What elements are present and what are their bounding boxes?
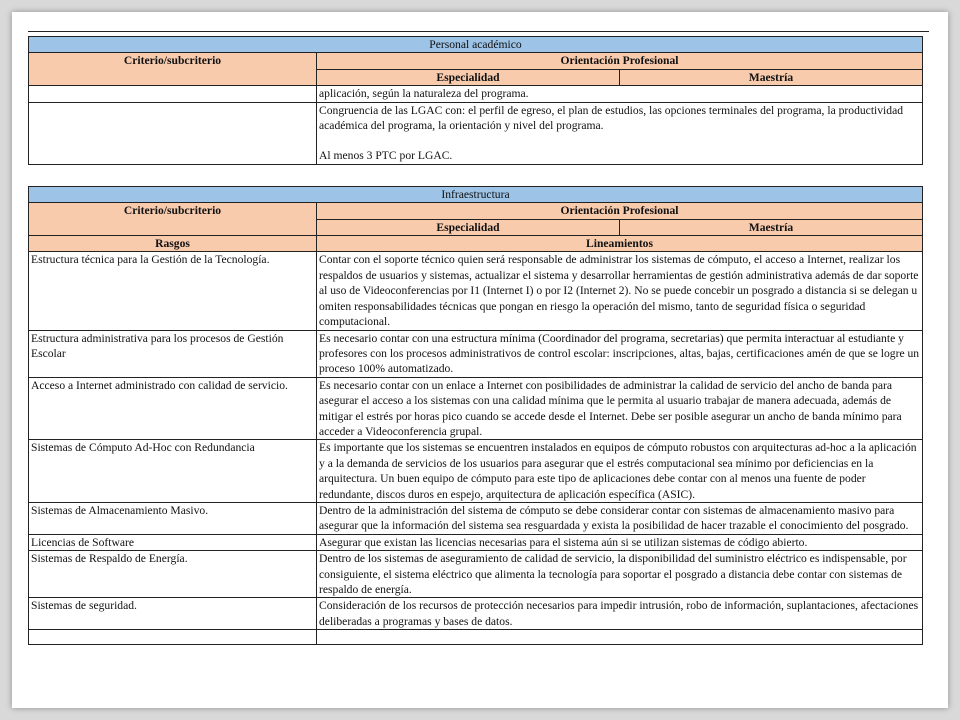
infra-criterio-header: Criterio/subcriterio	[29, 203, 317, 236]
infra-rasgos-header: Rasgos	[29, 236, 317, 252]
academic-maestria-header: Maestría	[620, 69, 923, 85]
rasgo-cell: Estructura técnica para la Gestión de la Tecnología.	[29, 252, 317, 330]
infrastructure-table	[28, 186, 923, 645]
lineamiento-cell: Es necesario contar con una estructura mínima (Coordinador del programa, secretarias) que permita interactuar al estudiante y profesores con los procesos administrativos de control escolar: inscripciones, altas, bajas, certificaciones amén de que se logre un proceso 100% automatizado.	[317, 330, 923, 377]
academic-criterio-cell-2	[29, 102, 317, 164]
lineamiento-cell: Es importante que los sistemas se encuentren instalados en equipos de cómputo robustos con arquitecturas ad-hoc a la aplicación y a la demanda de servicios de los usuarios para asegurar que el estrés computacional sea mínimo por deficiencias en la arquitectura. Un buen equipo de cómputo para este tipo de aplicaciones debe contar con al menos una fuente de poder redundante, discos duros en espejo, arquitectura de aplicación específica (ASIC).	[317, 440, 923, 503]
infra-orientacion-header: Orientación Profesional	[317, 203, 923, 219]
infra-especialidad-header: Especialidad	[317, 219, 620, 235]
rasgo-cell: Sistemas de Respaldo de Energía.	[29, 551, 317, 598]
table-row	[29, 377, 923, 440]
lineamiento-cell: Consideración de los recursos de protección necesarios para impedir intrusión, robo de información, suplantaciones, afectaciones deliberadas a programas y bases de datos.	[317, 598, 923, 630]
lineamiento-cell: Asegurar que existan las licencias necesarias para el sistema aún si se utilizan sistemas de código abierto.	[317, 534, 923, 550]
lineamiento-cell: Contar con el soporte técnico quien será responsable de administrar los sistemas de cómputo, el acceso a Internet, realizar los respaldos de usuarios y sistemas, actualizar el sistema y desarrollar herramientas de gestión administrativa además de dar soporte al uso de Videoconferencias por I1 (Internet I) o por I2 (Internet 2). No se puede concebir un posgrado a distancia si se delegan u omiten responsabilidades técnicas que pongan en riesgo la operación del mismo, tanto de seguridad física o seguridad computacional.	[317, 252, 923, 330]
table-row	[29, 598, 923, 630]
academic-text-2: Congruencia de las LGAC con: el perfil de egreso, el plan de estudios, las opciones terminales del programa, la productividad académica del programa, la orientación y nivel del programa.	[319, 103, 904, 133]
academic-lineamiento-cell	[317, 86, 923, 102]
empty-cell	[29, 630, 317, 645]
academic-text-3: Al menos 3 PTC por LGAC.	[319, 149, 453, 163]
academic-section-title: Personal académico	[29, 37, 923, 53]
academic-orientacion-header: Orientación Profesional	[317, 53, 923, 69]
table-row	[29, 330, 923, 377]
rasgo-cell: Sistemas de Almacenamiento Masivo.	[29, 502, 317, 534]
document-page	[28, 36, 923, 645]
lineamiento-cell: Dentro de los sistemas de aseguramiento de calidad de servicio, la disponibilidad del suministro eléctrico es indispensable, por consiguiente, el sistema eléctrico que alimenta la tecnología para soportar el posgrado a distancia debe contar con sistemas de respaldo de energía.	[317, 551, 923, 598]
rasgo-cell: Sistemas de Cómputo Ad-Hoc con Redundancia	[29, 440, 317, 503]
infra-section-title: Infraestructura	[29, 186, 923, 202]
empty-cell	[317, 630, 923, 645]
academic-criterio-header: Criterio/subcriterio	[29, 53, 317, 86]
top-rule	[28, 31, 929, 32]
slide	[12, 12, 948, 708]
rasgo-cell: Sistemas de seguridad.	[29, 598, 317, 630]
table-row	[29, 252, 923, 330]
rasgo-cell: Estructura administrativa para los procesos de Gestión Escolar	[29, 330, 317, 377]
rasgo-cell: Licencias de Software	[29, 534, 317, 550]
academic-especialidad-header: Especialidad	[317, 69, 620, 85]
academic-lineamiento-cell-2	[317, 102, 923, 164]
academic-text-1: aplicación, según la naturaleza del programa.	[319, 87, 529, 101]
infra-maestria-header: Maestría	[620, 219, 923, 235]
table-row	[29, 534, 923, 550]
academic-staff-table	[28, 36, 923, 165]
table-row-empty	[29, 630, 923, 645]
lineamiento-cell: Es necesario contar con un enlace a Internet con posibilidades de administrar la calidad de servicio del ancho de banda para asegurar el acceso a los sistemas con una calidad mínima que le permita al usuario trabajar de manera adecuada, además de mitigar el estrés por horas pico cuando se accede desde el Internet. Debe ser posible asegurar un ancho de banda mínimo para acceder a Videoconferencia grupal.	[317, 377, 923, 440]
lineamiento-cell: Dentro de la administración del sistema de cómputo se debe considerar contar con sistemas de almacenamiento masivo para asegurar que la información del sistema sea resguardada y exista la posibilidad de hacer trazable el conocimiento del posgrado.	[317, 502, 923, 534]
table-row	[29, 440, 923, 503]
table-row	[29, 551, 923, 598]
infra-lineamientos-header: Lineamientos	[317, 236, 923, 252]
academic-criterio-cell	[29, 86, 317, 102]
rasgo-cell: Acceso a Internet administrado con calidad de servicio.	[29, 377, 317, 440]
table-row	[29, 502, 923, 534]
